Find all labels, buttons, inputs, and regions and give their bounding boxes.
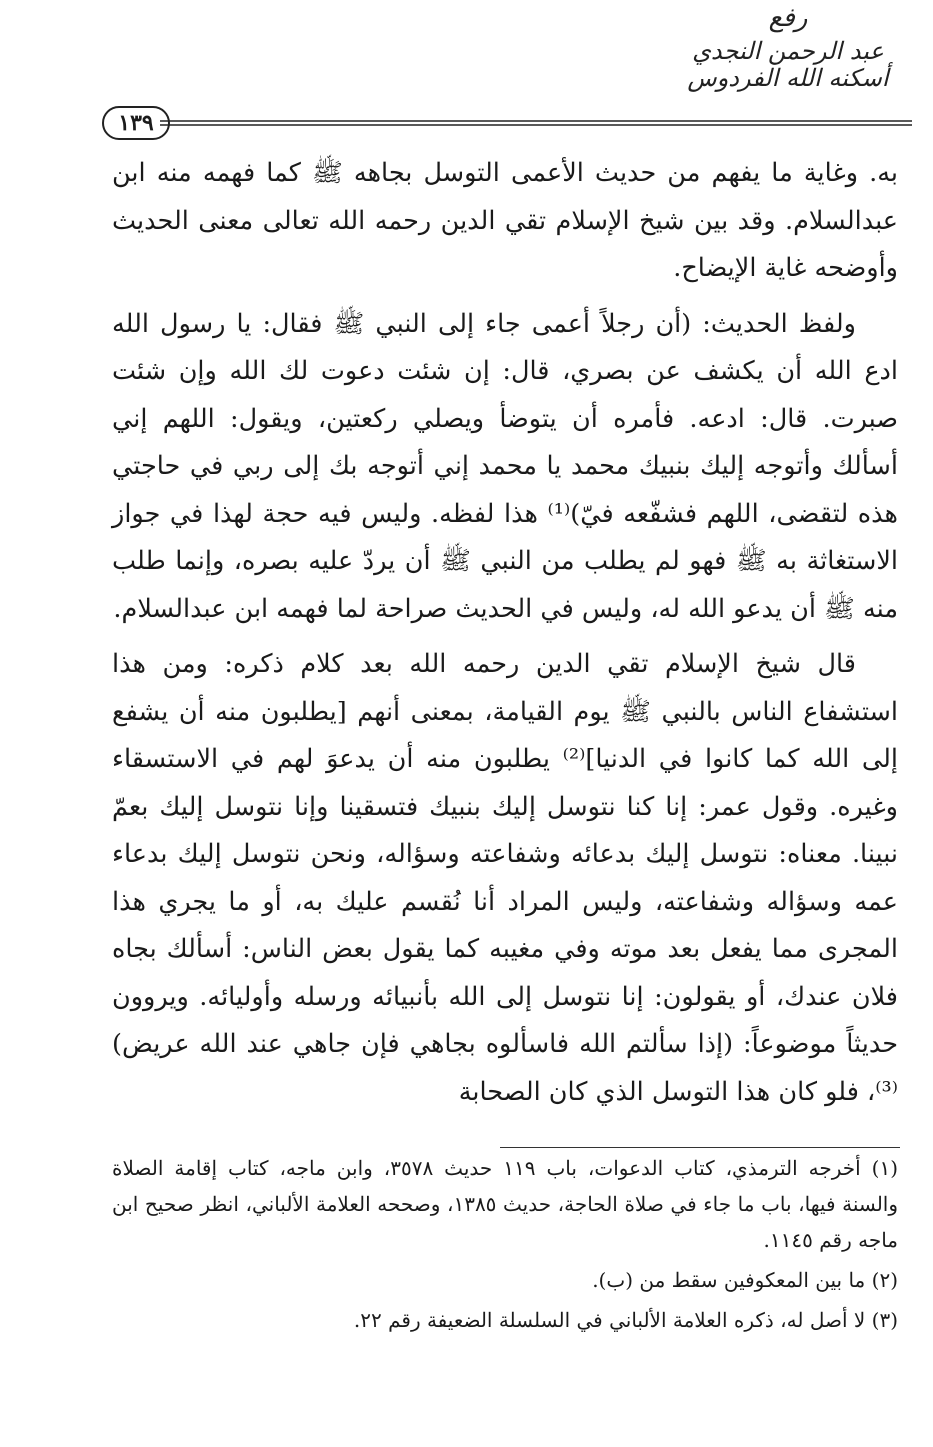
paragraph-2: ولفظ الحديث: (أن رجلاً أعمى جاء إلى النبي ﷺ فقال: يا رسول الله ادع الله أن يكشف عن بصري، قال: إن شئت دعوت لك الله وإن شئت صبرت. قال: ادعه. فأمره أن يتوضأ ويصلي ركعتين، ويقول: اللهم إني أسألك وأتوجه إليك بنبيك محمد يا محمد إني أتوجه بك إلى ربي في حاجتي هذه لتقضى، اللهم فشفّعه فيّ)⁽¹⁾ هذا لفظه. وليس فيه حجة لهذا في جواز الاستغاثة به ﷺ فهو لم يطلب من النبي ﷺ أن يردّ عليه بصره، وإنما طلب منه ﷺ أن يدعو الله له، وليس في الحديث صراحة لما فهمه ابن عبدالسلام.: [112, 308, 898, 624]
main-text: [112, 150, 898, 1116]
paragraph-3: قال شيخ الإسلام تقي الدين رحمه الله بعد كلام ذكره: ومن هذا استشفاع الناس بالنبي ﷺ يوم القيامة، بمعنى أنهم [يطلبون منه أن يشفع إلى الله كما كانوا في الدنيا]⁽²⁾ يطلبون منه أن يدعوَ لهم في الاستسقاء وغيره. وقول عمر: إنا كنا نتوسل إليك بنبيك فتسقينا وإنا نتوسل إليك بعمّ نبينا. معناه: نتوسل إليك بدعائه وشفاعته وسؤاله، ونحن نتوسل إليك بدعاء عمه وسؤاله وشفاعته، وليس المراد أنا نُقسم عليك به، أو ما يجري هذا المجرى مما يفعل بعد موته وفي مغيبه كما يقول بعض الناس: أسألك بجاه فلان عندك، أو يقولون: إنا نتوسل إلى الله بأنبيائه ورسله وأوليائه. ويروون حديثاً موضوعاً: (إذا سألتم الله فاسألوه بجاهي فإن جاهي عند الله عريض)⁽³⁾، فلو كان هذا التوسل الذي كان الصحابة: [112, 649, 898, 1107]
footnotes: [112, 1150, 898, 1338]
stamp-line-3: أسكنه الله الفردوس: [687, 64, 889, 93]
footnote-1: (١) أخرجه الترمذي، كتاب الدعوات، باب ١١٩ حديث ٣٥٧٨، وابن ماجه، كتاب إقامة الصلاة والسنة فيها، باب ما جاء في صلاة الحاجة، حديث ١٣٨٥، وصححه العلامة الألباني، انظر صحيح ابن ماجه رقم ١١٤٥.: [112, 1156, 899, 1252]
header-rule: [160, 118, 912, 128]
footnote-separator: [500, 1147, 900, 1148]
owner-stamp: [658, 4, 918, 116]
page-number: ١٣٩: [102, 106, 170, 140]
stamp-line-1: رفع: [768, 3, 808, 33]
paragraph-1: به. وغاية ما يفهم من حديث الأعمى التوسل بجاهه ﷺ كما فهمه منه ابن عبدالسلام. وقد بين شيخ الإسلام تقي الدين رحمه الله تعالى معنى الحديث وأوضحه غاية الإيضاح.: [112, 158, 898, 283]
stamp-line-2: عبد الرحمن النجدي: [692, 36, 884, 65]
footnote-2: (٢) ما بين المعكوفين سقط من (ب).: [592, 1268, 898, 1292]
footnote-3: (٣) لا أصل له، ذكره العلامة الألباني في السلسلة الضعيفة رقم ٢٢.: [353, 1308, 898, 1332]
